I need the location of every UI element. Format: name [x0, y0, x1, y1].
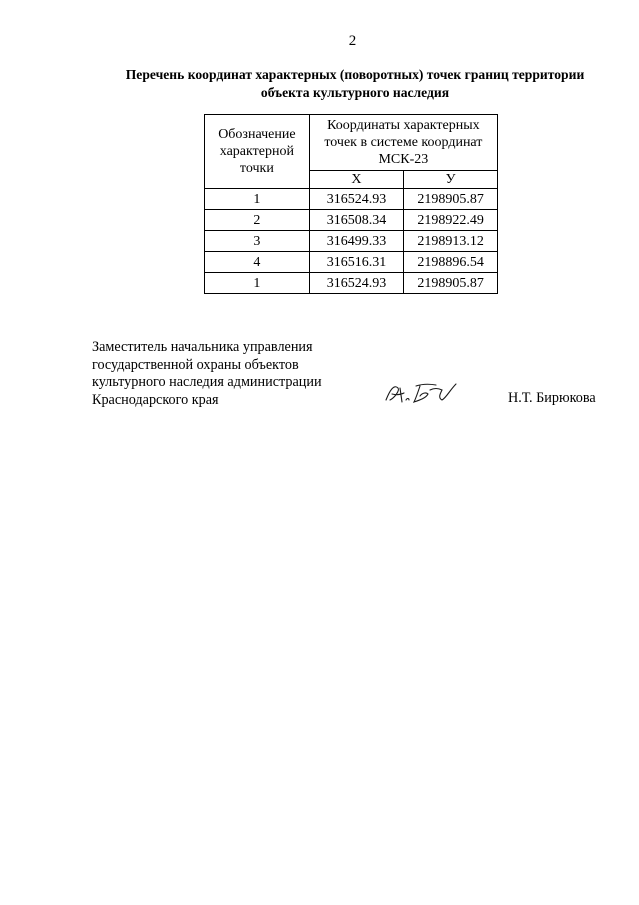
signer-name: Н.Т. Бирюкова	[508, 390, 596, 406]
cell-point: 3	[205, 231, 310, 252]
cell-x: 316508.34	[309, 210, 403, 231]
cell-x: 316524.93	[309, 273, 403, 294]
header-point-line: Обозначение	[218, 127, 296, 142]
page-number: 2	[348, 33, 357, 49]
table-row	[205, 252, 498, 273]
cell-x: 316499.33	[309, 231, 403, 252]
cell-x: 316516.31	[309, 252, 403, 273]
signatory-position	[92, 339, 322, 409]
table-header-row	[205, 115, 498, 171]
table-row	[205, 273, 498, 294]
cell-point: 1	[205, 189, 310, 210]
position-line: Заместитель начальника управления	[92, 339, 313, 355]
title-line-2: объекта культурного наследия	[260, 85, 450, 100]
table-row	[205, 231, 498, 252]
position-line: Краснодарского края	[92, 391, 219, 408]
cell-y: 2198913.12	[404, 231, 498, 252]
header-x: Х	[309, 171, 403, 189]
cell-point: 2	[205, 210, 310, 231]
cell-y: 2198896.54	[404, 252, 498, 273]
cell-y: 2198922.49	[404, 210, 498, 231]
cell-point: 4	[205, 252, 310, 273]
document-title	[60, 66, 639, 102]
header-point-line: характерной	[219, 144, 294, 159]
table-row	[205, 210, 498, 231]
cell-y: 2198905.87	[404, 273, 498, 294]
header-point-line: точки	[239, 161, 274, 176]
position-line: культурного наследия администрации	[92, 374, 322, 390]
cell-point: 1	[205, 273, 310, 294]
header-coords-line: МСК-23	[378, 152, 429, 167]
cell-x: 316524.93	[309, 189, 403, 210]
coordinates-table	[204, 114, 498, 294]
header-coords-line: Координаты характерных	[327, 118, 480, 133]
cell-y: 2198905.87	[404, 189, 498, 210]
header-coordinates	[309, 115, 497, 171]
header-y: У	[404, 171, 498, 189]
header-coords-line: точек в системе координат	[324, 135, 483, 150]
position-line: государственной охраны объектов	[92, 356, 299, 373]
title-line-1: Перечень координат характерных (поворотных) точек границ территории	[125, 67, 585, 82]
handwritten-signature	[380, 376, 460, 410]
table-row	[205, 189, 498, 210]
header-point-designation	[205, 115, 310, 189]
